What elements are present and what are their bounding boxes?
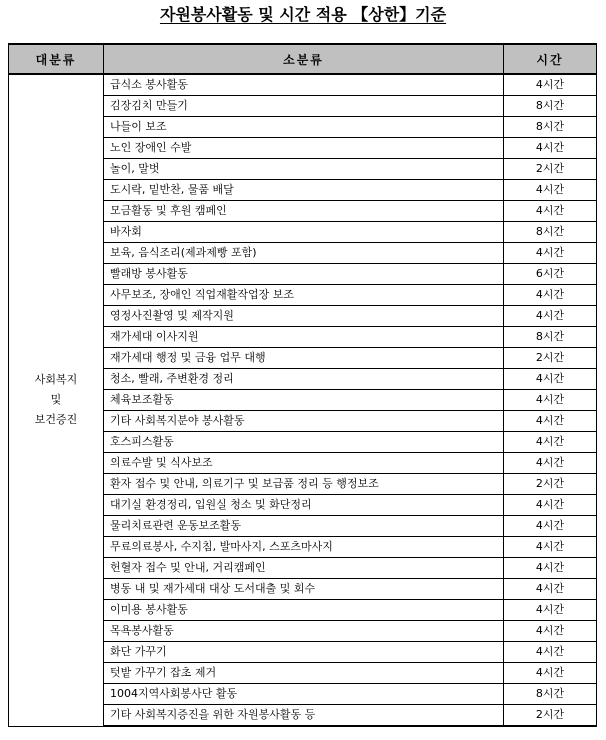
time-cell: 4시간 — [504, 74, 597, 96]
sub-category-cell: 체육보조활동 — [104, 390, 504, 411]
sub-category-cell: 영정사진촬영 및 제작지원 — [104, 306, 504, 327]
sub-category-cell: 나들이 보조 — [104, 117, 504, 138]
time-cell: 8시간 — [504, 327, 597, 348]
table-row — [9, 74, 597, 96]
sub-category-cell: 무료의료봉사, 수지침, 발마사지, 스포츠마사지 — [104, 537, 504, 558]
time-cell: 4시간 — [504, 516, 597, 537]
sub-category-cell: 사무보조, 장애인 직업재활작업장 보조 — [104, 285, 504, 306]
sub-category-cell: 의료수발 및 식사보조 — [104, 453, 504, 474]
time-cell: 4시간 — [504, 432, 597, 453]
time-cell: 4시간 — [504, 453, 597, 474]
time-cell: 4시간 — [504, 642, 597, 663]
sub-category-cell: 목욕봉사활동 — [104, 621, 504, 642]
sub-category-cell: 바자회 — [104, 222, 504, 243]
time-cell: 8시간 — [504, 96, 597, 117]
sub-category-cell: 기타 사회복지증진을 위한 자원봉사활동 등 — [104, 705, 504, 727]
time-cell: 2시간 — [504, 705, 597, 727]
time-cell: 4시간 — [504, 390, 597, 411]
major-category-line: 및 — [50, 393, 62, 407]
sub-category-cell: 도시락, 밑반찬, 물품 배달 — [104, 180, 504, 201]
time-cell: 6시간 — [504, 264, 597, 285]
sub-category-cell: 재가세대 이사지원 — [104, 327, 504, 348]
time-cell: 4시간 — [504, 495, 597, 516]
time-cell: 2시간 — [504, 474, 597, 495]
major-category-line: 보건증진 — [34, 413, 78, 427]
time-cell: 4시간 — [504, 600, 597, 621]
sub-category-cell: 텃밭 가꾸기 잡초 제거 — [104, 663, 504, 684]
sub-category-cell: 물리치료관련 운동보조활동 — [104, 516, 504, 537]
time-cell: 4시간 — [504, 411, 597, 432]
sub-category-cell: 놀이, 말벗 — [104, 159, 504, 180]
time-cell: 4시간 — [504, 558, 597, 579]
sub-category-cell: 헌혈자 접수 및 안내, 거리캠페인 — [104, 558, 504, 579]
sub-category-cell: 노인 장애인 수발 — [104, 138, 504, 159]
time-cell: 4시간 — [504, 621, 597, 642]
sub-category-cell: 김장김치 만들기 — [104, 96, 504, 117]
sub-category-cell: 호스피스활동 — [104, 432, 504, 453]
time-cell: 8시간 — [504, 684, 597, 705]
time-cell: 4시간 — [504, 138, 597, 159]
sub-category-cell: 1004지역사회봉사단 활동 — [104, 684, 504, 705]
time-cell: 8시간 — [504, 222, 597, 243]
time-cell: 4시간 — [504, 537, 597, 558]
sub-category-cell: 모금활동 및 후원 캠페인 — [104, 201, 504, 222]
time-cell: 4시간 — [504, 285, 597, 306]
time-cell: 4시간 — [504, 369, 597, 390]
time-cell: 2시간 — [504, 348, 597, 369]
time-cell: 4시간 — [504, 663, 597, 684]
sub-category-cell: 대기실 환경정리, 입원실 청소 및 화단정리 — [104, 495, 504, 516]
time-cell: 2시간 — [504, 159, 597, 180]
time-cell: 4시간 — [504, 201, 597, 222]
sub-category-cell: 빨래방 봉사활동 — [104, 264, 504, 285]
major-category-line: 사회복지 — [34, 373, 78, 387]
sub-category-cell: 보육, 음식조리(제과제빵 포함) — [104, 243, 504, 264]
sub-category-cell: 급식소 봉사활동 — [104, 74, 504, 96]
header-major-category: 대분류 — [9, 44, 104, 74]
time-cell: 4시간 — [504, 579, 597, 600]
major-category-cell — [9, 74, 104, 726]
time-cell: 4시간 — [504, 306, 597, 327]
standards-table — [8, 43, 597, 727]
sub-category-cell: 재가세대 행정 및 금융 업무 대행 — [104, 348, 504, 369]
sub-category-cell: 이미용 봉사활동 — [104, 600, 504, 621]
time-cell: 4시간 — [504, 243, 597, 264]
time-cell: 8시간 — [504, 117, 597, 138]
sub-category-cell: 환자 접수 및 안내, 의료기구 및 보급품 정리 등 행정보조 — [104, 474, 504, 495]
sub-category-cell: 화단 가꾸기 — [104, 642, 504, 663]
header-time: 시간 — [504, 44, 597, 74]
sub-category-cell: 병동 내 및 재가세대 대상 도서대출 및 회수 — [104, 579, 504, 600]
header-sub-category: 소분류 — [104, 44, 504, 74]
page-title: 자원봉사활동 및 시간 적용 【상한】기준 — [159, 5, 447, 24]
sub-category-cell: 청소, 빨래, 주변환경 정리 — [104, 369, 504, 390]
time-cell: 4시간 — [504, 180, 597, 201]
sub-category-cell: 기타 사회복지분야 봉사활동 — [104, 411, 504, 432]
table-header-row — [9, 44, 597, 74]
table-body — [9, 74, 597, 726]
